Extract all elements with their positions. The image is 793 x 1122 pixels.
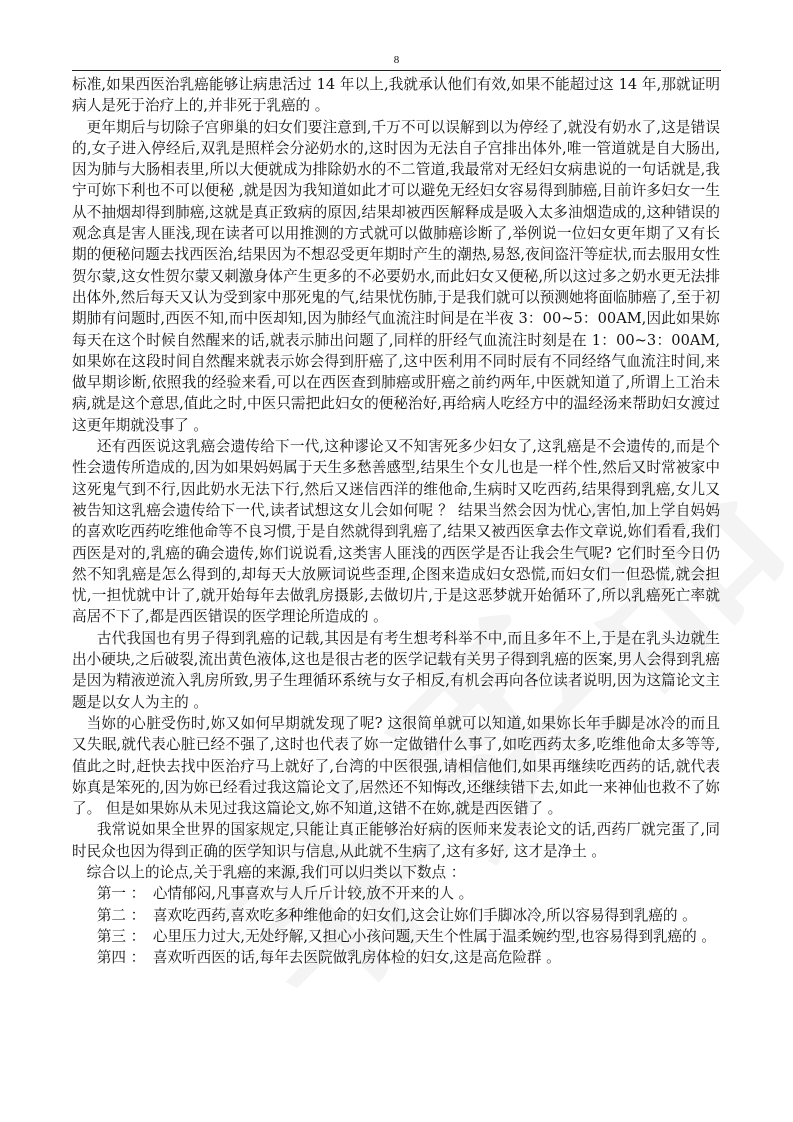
list-label: 第四 ： (96, 949, 146, 967)
list-text: 喜欢吃西药,喜欢吃多种维他命的妇女们,这会让妳们手脚冰冷,所以容易得到乳癌的 。 (152, 906, 697, 924)
list-text: 心情郁闷,凡事喜欢与人斤斤计较,放不开来的人 。 (152, 885, 474, 903)
paragraph-male-breast-cancer: 古代我国也有男子得到乳癌的记载,其因是有考生想考科举不中,而且多年不上,于是在乳头边就生出小硬块,之后破裂,流出黄色液体,这也是很古老的医学记载有关男子得到乳癌的医案,男人会得到乳癌是因为精液逆流入乳房所致,男子生理循环系统与女子相反,有机会再向各位读者说明,因为这篇论文主题是以女人为主的 。 (72, 629, 720, 711)
paragraph-regulation: 我常说如果全世界的国家规定,只能让真正能够治好病的医师来发表论文的话,西药厂就完蛋了,同时民众也因为得到正确的医学知识与信息,从此就不生病了,这有多好, 这才是净土 。 (72, 821, 720, 860)
paragraph-heredity: 还有西医说这乳癌会遗传给下一代,这种谬论又不知害死多少妇女了,这乳癌是不会遗传的,而是个性会遗传所造成的,因为如果妈妈属于天生多愁善感型,结果生个女儿也是一样个性,然后又时常被家中这死鬼气到不行,因此奶水无法下行,然后又迷信西洋的维他命,生病时又吃西药,结果得到乳癌,女儿又被告知这乳癌会遗传给下一代,读者试想这女儿会如何呢 ？ 结果当然会因为忧心,害怕,加上学自妈妈的喜欢吃西药吃维他命等不良习惯,于是自然就得到乳癌了,结果又被西医拿去作文章说,妳们看看,我们西医是对的,乳癌的确会遗传,妳们说说看,这类害人匪浅的西医学是否让我会生气呢? 它们时至今日仍然不知乳癌是怎么得到的,却每天大放厥词说些歪理,企图来造成妇女恐慌,而妇女们一但恐慌,就会担忧,一担忧就中计了,就开始每年去做乳房摄影,去做切片,于是这恶梦就开始循环了,所以乳癌死亡率就高居不下了,都是西医错误的医学理论所造成的 。 (72, 438, 720, 626)
list-item-1 (72, 883, 720, 904)
list-label: 第二 ： (96, 906, 146, 924)
list-item-4 (72, 947, 720, 968)
list-label: 第三 ： (96, 927, 146, 945)
page-number: 8 (393, 54, 400, 66)
list-item-2 (72, 905, 720, 926)
list-text: 心里压力过大,无处纾解,又担心小孩问题,天生个性属于温柔婉约型,也容易得到乳癌的 。 (152, 927, 716, 945)
list-label: 第一 ： (96, 885, 146, 903)
paragraph-continuation: 标准,如果西医治乳癌能够让病患活过 14 年以上,我就承认他们有效,如果不能超过这 14 年,那就证明病人是死于治疗上的,并非死于乳癌的 。 (72, 76, 720, 115)
document-body (72, 74, 720, 968)
paragraph-summary-intro: 综合以上的论点,关于乳癌的来源,我们可以归类以下数点 ： (86, 863, 466, 881)
paragraph-heart: 当妳的心脏受伤时,妳又如何早期就发现了呢? 这很简单就可以知道,如果妳长年手脚是冰冷的而且又失眠,就代表心脏已经不强了,这时也代表了妳一定做错什么事了,如吃西药太多,吃维他命太多等等,值此之时,赶快去找中医治疗马上就好了,台湾的中医很强,请相信他们,如果再继续吃西药的话,就代表妳真是笨死的,因为妳已经看过我这篇论文了,居然还不知悔改,还继续错下去,如此一来神仙也救不了妳了。 但是如果妳从未见过我这篇论文,妳不知道,这错不在妳,就是西医错了 。 (72, 714, 720, 818)
list-item-3 (72, 926, 720, 947)
header-rule (72, 70, 721, 71)
paragraph-menopause: 更年期后与切除子宫卵巢的妇女们要注意到,千万不可以误解到以为停经了,就没有奶水了,这是错误的,女子进入停经后,双乳是照样会分泌奶水的,这时因为无法自子宫排出体外,唯一管道就是自大肠出,因为肺与大肠相表里,所以大便就成为排除奶水的不二管道,我最常对无经妇女病患说的一句话就是,我宁可妳下利也不可以便秘 ,就是因为我知道如此才可以避免无经妇女容易得到肺癌,目前许多妇女一生从不抽烟却得到肺癌,这就是真正致病的原因,结果却被西医解释成是吸入太多油烟造成的,这种错误的观念真是害人匪浅,现在读者可以用推测的方式就可以做肺癌诊断了,举例说一位妇女更年期了又有长期的便秘问题去找西医治,结果因为不想忍受更年期时产生的潮热,易怒,夜间盗汗等症状,而去服用女性贺尔蒙,这女性贺尔蒙又刺激身体产生更多的不必要奶水,而此妇女又便秘,所以这过多之奶水更无法排出体外,然后每天又认为受到家中那死鬼的气,结果忧伤肺,于是我们就可以预测她将面临肺癌了,至于初期肺有问题时,西医不知,而中医却知,因为肺经气血流注时间是在半夜 3：00~5：00AM,因此如果妳每天在这个时候自然醒来的话,就表示肺出问题了,同样的肝经气血流注时刻是在 1：00~3：00AM,如果妳在这段时间自然醒来就表示妳会得到肝癌了,这中医利用不同时辰有不同经络气血流注时间,来做早期诊断,依照我的经验来看,可以在西医查到肺癌或肝癌之前约两年,中医就知道了,所谓上工治未病,就是这个意思,值此之时,中医只需把此妇女的便秘治好,再给病人吃经方中的温经汤来帮助妇女渡过这更年期就没事了 。 (72, 118, 720, 434)
list-text: 喜欢听西医的话,每年去医院做乳房体检的妇女,这是高危险群 。 (152, 949, 561, 967)
